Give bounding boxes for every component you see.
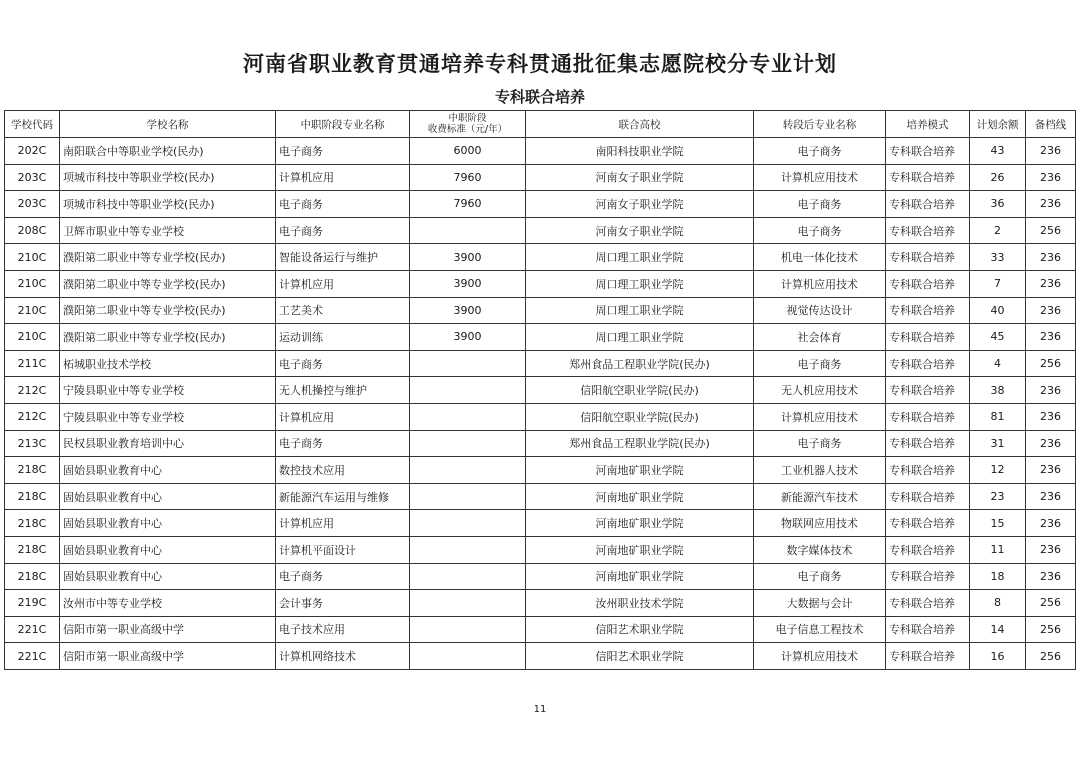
cell-fee <box>410 483 526 510</box>
table-row <box>5 483 1076 510</box>
cell-mode: 专科联合培养 <box>886 563 970 590</box>
cell-fee <box>410 457 526 484</box>
cell-major: 计算机应用 <box>276 164 410 191</box>
cell-code: 212C <box>5 377 60 404</box>
cell-fee: 7960 <box>410 164 526 191</box>
cell-mode: 专科联合培养 <box>886 324 970 351</box>
cell-fee <box>410 377 526 404</box>
cell-partner: 信阳航空职业学院(民办) <box>526 377 754 404</box>
cell-major: 工艺美术 <box>276 297 410 324</box>
header-transfer: 转段后专业名称 <box>754 111 886 138</box>
page-title: 河南省职业教育贯通培养专科贯通批征集志愿院校分专业计划 <box>243 52 837 76</box>
cell-mode: 专科联合培养 <box>886 138 970 165</box>
cell-line: 236 <box>1026 536 1076 563</box>
cell-line: 236 <box>1026 297 1076 324</box>
cell-mode: 专科联合培养 <box>886 244 970 271</box>
cell-school: 宁陵县职业中等专业学校 <box>60 403 276 430</box>
cell-partner: 河南地矿职业学院 <box>526 563 754 590</box>
cell-code: 218C <box>5 457 60 484</box>
header-remaining: 计划余额 <box>970 111 1026 138</box>
cell-partner: 河南女子职业学院 <box>526 217 754 244</box>
cell-remaining: 7 <box>970 270 1026 297</box>
cell-mode: 专科联合培养 <box>886 457 970 484</box>
cell-mode: 专科联合培养 <box>886 377 970 404</box>
table-row <box>5 217 1076 244</box>
cell-transfer: 计算机应用技术 <box>754 643 886 670</box>
cell-mode: 专科联合培养 <box>886 297 970 324</box>
cell-major: 计算机应用 <box>276 270 410 297</box>
cell-major: 电子商务 <box>276 138 410 165</box>
cell-fee: 3900 <box>410 297 526 324</box>
cell-code: 219C <box>5 590 60 617</box>
cell-transfer: 电子商务 <box>754 217 886 244</box>
header-fee-line1: 中职阶段 <box>448 113 487 124</box>
cell-mode: 专科联合培养 <box>886 270 970 297</box>
cell-school: 宁陵县职业中等专业学校 <box>60 377 276 404</box>
table-row <box>5 270 1076 297</box>
cell-line: 236 <box>1026 324 1076 351</box>
cell-school: 柘城职业技术学校 <box>60 350 276 377</box>
cell-major: 电子商务 <box>276 191 410 218</box>
cell-transfer: 大数据与会计 <box>754 590 886 617</box>
cell-transfer: 社会体育 <box>754 324 886 351</box>
cell-remaining: 43 <box>970 138 1026 165</box>
cell-major: 无人机操控与维护 <box>276 377 410 404</box>
cell-school: 濮阳第二职业中等专业学校(民办) <box>60 270 276 297</box>
cell-line: 236 <box>1026 563 1076 590</box>
table-row <box>5 350 1076 377</box>
cell-code: 218C <box>5 563 60 590</box>
header-mode: 培养模式 <box>886 111 970 138</box>
cell-code: 213C <box>5 430 60 457</box>
cell-partner: 河南女子职业学院 <box>526 164 754 191</box>
cell-line: 236 <box>1026 138 1076 165</box>
cell-major: 计算机应用 <box>276 403 410 430</box>
cell-transfer: 新能源汽车技术 <box>754 483 886 510</box>
cell-remaining: 31 <box>970 430 1026 457</box>
cell-line: 236 <box>1026 457 1076 484</box>
cell-remaining: 36 <box>970 191 1026 218</box>
table-row <box>5 191 1076 218</box>
cell-partner: 河南女子职业学院 <box>526 191 754 218</box>
cell-school: 项城市科技中等职业学校(民办) <box>60 164 276 191</box>
cell-code: 203C <box>5 191 60 218</box>
table-row <box>5 324 1076 351</box>
table-row <box>5 403 1076 430</box>
cell-school: 信阳市第一职业高级中学 <box>60 616 276 643</box>
cell-remaining: 8 <box>970 590 1026 617</box>
cell-major: 运动训练 <box>276 324 410 351</box>
cell-partner: 信阳艺术职业学院 <box>526 616 754 643</box>
cell-major: 计算机平面设计 <box>276 536 410 563</box>
cell-line: 236 <box>1026 270 1076 297</box>
cell-fee <box>410 590 526 617</box>
cell-remaining: 81 <box>970 403 1026 430</box>
cell-transfer: 电子商务 <box>754 191 886 218</box>
cell-partner: 南阳科技职业学院 <box>526 138 754 165</box>
cell-mode: 专科联合培养 <box>886 191 970 218</box>
cell-line: 236 <box>1026 483 1076 510</box>
cell-line: 236 <box>1026 403 1076 430</box>
cell-partner: 周口理工职业学院 <box>526 244 754 271</box>
header-code: 学校代码 <box>5 111 60 138</box>
table-row <box>5 510 1076 537</box>
table-row <box>5 536 1076 563</box>
cell-fee <box>410 403 526 430</box>
cell-fee: 7960 <box>410 191 526 218</box>
cell-partner: 河南地矿职业学院 <box>526 483 754 510</box>
cell-remaining: 15 <box>970 510 1026 537</box>
cell-partner: 郑州食品工程职业学院(民办) <box>526 350 754 377</box>
cell-partner: 周口理工职业学院 <box>526 324 754 351</box>
cell-line: 256 <box>1026 616 1076 643</box>
cell-major: 电子技术应用 <box>276 616 410 643</box>
cell-mode: 专科联合培养 <box>886 403 970 430</box>
cell-code: 221C <box>5 643 60 670</box>
header-line: 备档线 <box>1026 111 1076 138</box>
table-row <box>5 164 1076 191</box>
cell-school: 卫辉市职业中等专业学校 <box>60 217 276 244</box>
cell-school: 南阳联合中等职业学校(民办) <box>60 138 276 165</box>
cell-mode: 专科联合培养 <box>886 616 970 643</box>
cell-mode: 专科联合培养 <box>886 536 970 563</box>
cell-major: 电子商务 <box>276 563 410 590</box>
cell-major: 新能源汽车运用与维修 <box>276 483 410 510</box>
cell-mode: 专科联合培养 <box>886 430 970 457</box>
cell-school: 民权县职业教育培训中心 <box>60 430 276 457</box>
cell-line: 236 <box>1026 510 1076 537</box>
cell-transfer: 电子商务 <box>754 563 886 590</box>
cell-major: 电子商务 <box>276 217 410 244</box>
cell-school: 固始县职业教育中心 <box>60 457 276 484</box>
cell-code: 218C <box>5 536 60 563</box>
cell-line: 236 <box>1026 430 1076 457</box>
cell-line: 256 <box>1026 590 1076 617</box>
cell-fee <box>410 350 526 377</box>
cell-transfer: 电子商务 <box>754 430 886 457</box>
cell-fee <box>410 430 526 457</box>
cell-major: 会计事务 <box>276 590 410 617</box>
cell-mode: 专科联合培养 <box>886 164 970 191</box>
header-fee-line2: 收费标准（元/年） <box>427 124 508 135</box>
header-major: 中职阶段专业名称 <box>276 111 410 138</box>
cell-major: 计算机网络技术 <box>276 643 410 670</box>
cell-school: 固始县职业教育中心 <box>60 536 276 563</box>
cell-remaining: 14 <box>970 616 1026 643</box>
cell-transfer: 物联网应用技术 <box>754 510 886 537</box>
cell-partner: 信阳航空职业学院(民办) <box>526 403 754 430</box>
table-header-row <box>5 111 1076 138</box>
cell-remaining: 12 <box>970 457 1026 484</box>
table-row <box>5 297 1076 324</box>
cell-transfer: 电子信息工程技术 <box>754 616 886 643</box>
cell-fee: 3900 <box>410 244 526 271</box>
cell-remaining: 18 <box>970 563 1026 590</box>
cell-major: 智能设备运行与维护 <box>276 244 410 271</box>
table-row <box>5 430 1076 457</box>
cell-mode: 专科联合培养 <box>886 510 970 537</box>
cell-school: 濮阳第二职业中等专业学校(民办) <box>60 297 276 324</box>
cell-transfer: 数字媒体技术 <box>754 536 886 563</box>
cell-remaining: 11 <box>970 536 1026 563</box>
cell-mode: 专科联合培养 <box>886 350 970 377</box>
table-row <box>5 138 1076 165</box>
cell-school: 濮阳第二职业中等专业学校(民办) <box>60 244 276 271</box>
cell-remaining: 23 <box>970 483 1026 510</box>
cell-transfer: 计算机应用技术 <box>754 270 886 297</box>
cell-mode: 专科联合培养 <box>886 590 970 617</box>
cell-line: 256 <box>1026 643 1076 670</box>
cell-partner: 河南地矿职业学院 <box>526 457 754 484</box>
cell-code: 218C <box>5 483 60 510</box>
cell-transfer: 计算机应用技术 <box>754 164 886 191</box>
header-partner: 联合高校 <box>526 111 754 138</box>
cell-line: 236 <box>1026 377 1076 404</box>
cell-school: 濮阳第二职业中等专业学校(民办) <box>60 324 276 351</box>
cell-fee <box>410 563 526 590</box>
table-row <box>5 643 1076 670</box>
cell-line: 236 <box>1026 244 1076 271</box>
cell-partner: 信阳艺术职业学院 <box>526 643 754 670</box>
cell-school: 汝州市中等专业学校 <box>60 590 276 617</box>
cell-transfer: 电子商务 <box>754 138 886 165</box>
cell-school: 固始县职业教育中心 <box>60 510 276 537</box>
cell-remaining: 38 <box>970 377 1026 404</box>
cell-partner: 郑州食品工程职业学院(民办) <box>526 430 754 457</box>
cell-fee <box>410 510 526 537</box>
cell-remaining: 2 <box>970 217 1026 244</box>
cell-remaining: 26 <box>970 164 1026 191</box>
cell-line: 256 <box>1026 350 1076 377</box>
cell-code: 210C <box>5 244 60 271</box>
cell-partner: 河南地矿职业学院 <box>526 536 754 563</box>
cell-code: 210C <box>5 324 60 351</box>
cell-mode: 专科联合培养 <box>886 483 970 510</box>
page-subtitle: 专科联合培养 <box>494 88 585 106</box>
cell-code: 221C <box>5 616 60 643</box>
table-row <box>5 244 1076 271</box>
header-fee <box>410 111 526 138</box>
cell-remaining: 40 <box>970 297 1026 324</box>
cell-transfer: 视觉传达设计 <box>754 297 886 324</box>
cell-transfer: 工业机器人技术 <box>754 457 886 484</box>
page-number: 11 <box>533 704 547 715</box>
table-row <box>5 590 1076 617</box>
cell-remaining: 16 <box>970 643 1026 670</box>
cell-remaining: 33 <box>970 244 1026 271</box>
table-row <box>5 616 1076 643</box>
cell-code: 212C <box>5 403 60 430</box>
cell-code: 218C <box>5 510 60 537</box>
cell-mode: 专科联合培养 <box>886 643 970 670</box>
cell-transfer: 计算机应用技术 <box>754 403 886 430</box>
cell-transfer: 无人机应用技术 <box>754 377 886 404</box>
cell-line: 256 <box>1026 217 1076 244</box>
cell-school: 固始县职业教育中心 <box>60 563 276 590</box>
cell-fee <box>410 536 526 563</box>
cell-transfer: 电子商务 <box>754 350 886 377</box>
cell-code: 210C <box>5 270 60 297</box>
cell-code: 211C <box>5 350 60 377</box>
cell-fee <box>410 217 526 244</box>
cell-code: 202C <box>5 138 60 165</box>
cell-partner: 周口理工职业学院 <box>526 297 754 324</box>
cell-partner: 汝州职业技术学院 <box>526 590 754 617</box>
cell-partner: 河南地矿职业学院 <box>526 510 754 537</box>
cell-fee <box>410 643 526 670</box>
header-school: 学校名称 <box>60 111 276 138</box>
cell-fee: 3900 <box>410 324 526 351</box>
cell-code: 210C <box>5 297 60 324</box>
table-row <box>5 457 1076 484</box>
cell-mode: 专科联合培养 <box>886 217 970 244</box>
cell-fee: 6000 <box>410 138 526 165</box>
cell-major: 电子商务 <box>276 350 410 377</box>
cell-major: 数控技术应用 <box>276 457 410 484</box>
cell-fee <box>410 616 526 643</box>
cell-school: 固始县职业教育中心 <box>60 483 276 510</box>
cell-line: 236 <box>1026 164 1076 191</box>
table-row <box>5 377 1076 404</box>
cell-school: 信阳市第一职业高级中学 <box>60 643 276 670</box>
cell-code: 208C <box>5 217 60 244</box>
cell-major: 计算机应用 <box>276 510 410 537</box>
plan-table <box>4 110 1076 670</box>
cell-transfer: 机电一体化技术 <box>754 244 886 271</box>
cell-remaining: 45 <box>970 324 1026 351</box>
cell-major: 电子商务 <box>276 430 410 457</box>
table-body <box>5 138 1076 670</box>
table-row <box>5 563 1076 590</box>
cell-line: 236 <box>1026 191 1076 218</box>
cell-school: 项城市科技中等职业学校(民办) <box>60 191 276 218</box>
cell-fee: 3900 <box>410 270 526 297</box>
cell-code: 203C <box>5 164 60 191</box>
cell-partner: 周口理工职业学院 <box>526 270 754 297</box>
cell-remaining: 4 <box>970 350 1026 377</box>
